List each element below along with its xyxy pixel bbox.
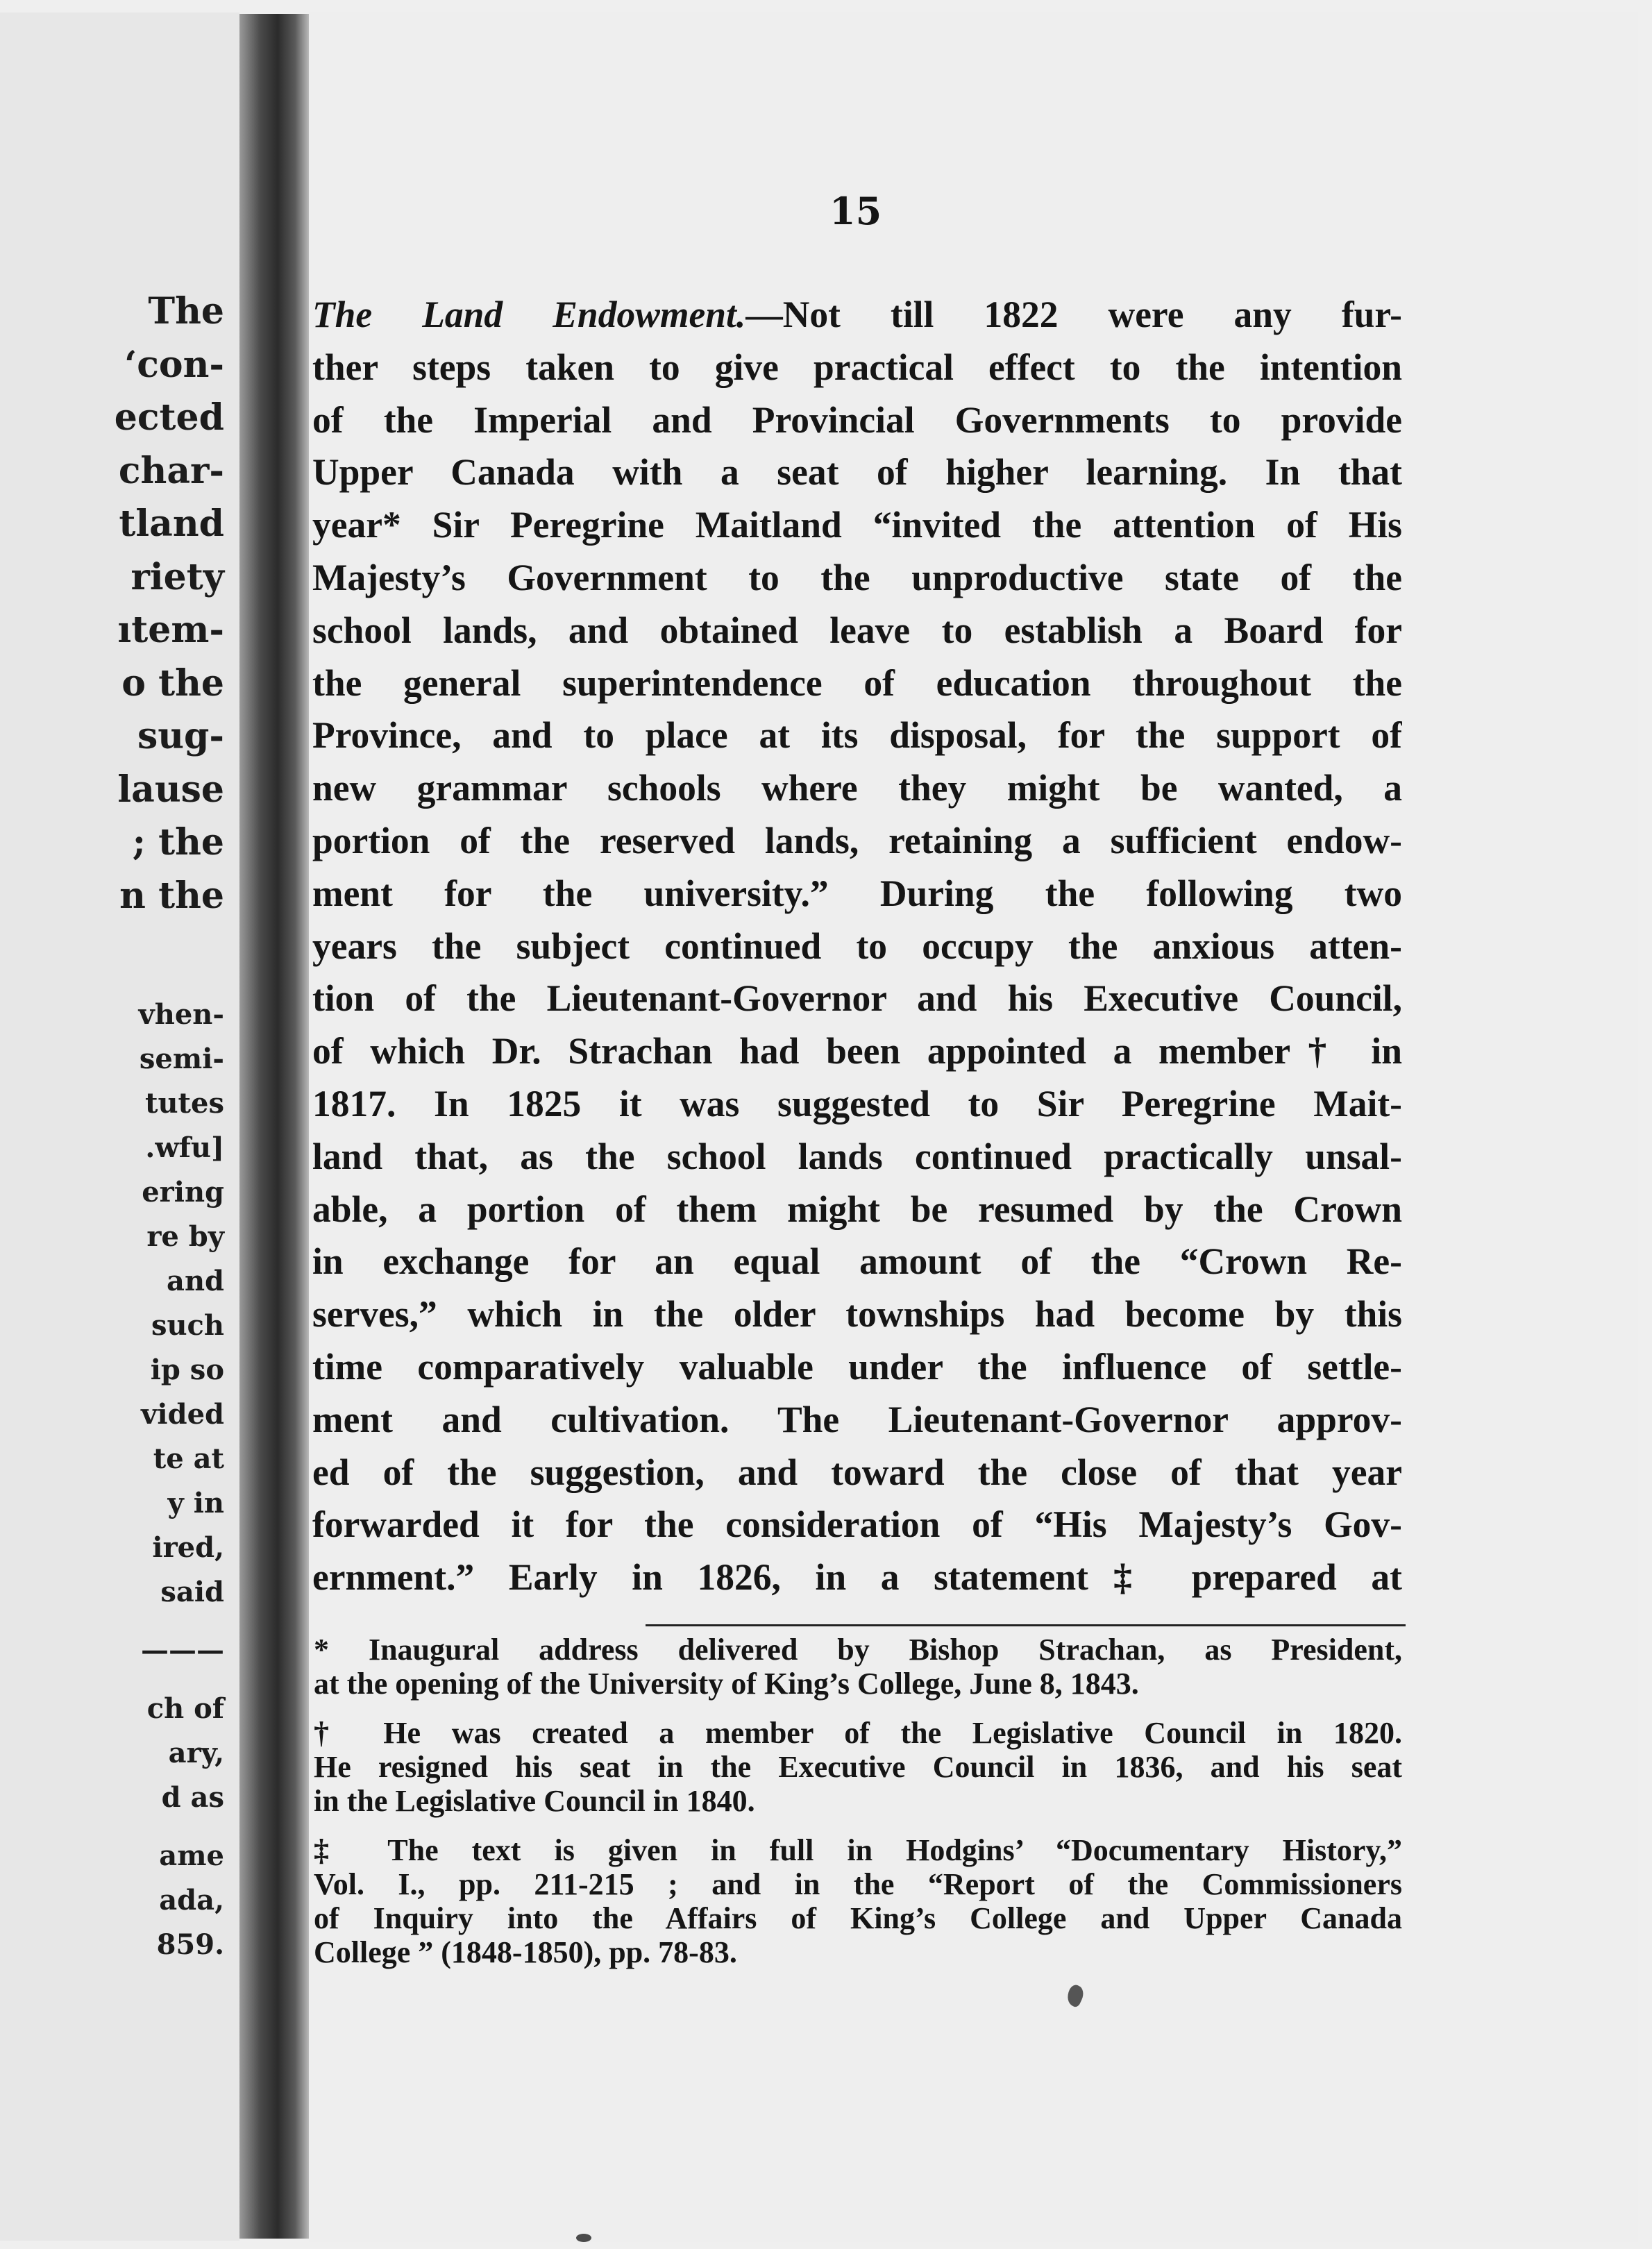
left-fragment: tutes xyxy=(144,1087,224,1120)
body-line: forwarded it for the consideration of “His Majesty’s Gov- xyxy=(312,1503,1402,1546)
left-fragment: ip so xyxy=(150,1354,224,1386)
left-fragment: y in xyxy=(167,1487,224,1519)
left-fragment: said xyxy=(160,1576,224,1608)
body-line: new grammar schools where they might be wanted, a xyxy=(312,767,1402,809)
footnote-gap xyxy=(314,1701,1402,1716)
body-line: tion of the Lieutenant-Governor and his Executive Council, xyxy=(312,977,1402,1020)
left-fragment: vided xyxy=(141,1398,224,1431)
body-line: of which Dr. Strachan had been appointed a member† in xyxy=(312,1030,1402,1072)
left-fragment: ame xyxy=(159,1839,224,1872)
left-fragment: ——— xyxy=(141,1634,224,1667)
page-number: 15 xyxy=(829,189,882,233)
left-fragment: lause xyxy=(117,768,224,811)
footnote-rule xyxy=(646,1624,1406,1626)
left-fragment: ary, xyxy=(168,1737,224,1769)
footnote-line: † He was created a member of the Legislative Council in 1820. xyxy=(314,1716,1402,1750)
body-line: year* Sir Peregrine Maitland “invited the attention of His xyxy=(312,504,1402,546)
footnote xyxy=(314,1633,1402,1701)
footnote xyxy=(314,1833,1402,1969)
footnote-line: ‡ The text is given in full in Hodgins’ “Documentary History,” xyxy=(314,1833,1402,1867)
left-fragment: char- xyxy=(118,449,224,492)
left-fragment: .wfu] xyxy=(145,1131,224,1164)
body-line: school lands, and obtained leave to establish a Board for xyxy=(312,609,1402,651)
left-fragment: sug- xyxy=(137,715,224,757)
body-line: Province, and to place at its disposal, for the support of xyxy=(312,714,1402,757)
left-fragment: ıtem- xyxy=(117,609,224,651)
body-line: able, a portion of them might be resumed by the Crown xyxy=(312,1188,1402,1230)
left-fragment: ; the xyxy=(132,821,224,864)
left-fragment: te at xyxy=(153,1442,224,1475)
body-line: the general superintendence of education throughout the xyxy=(312,662,1402,704)
left-fragment: vhen- xyxy=(138,998,224,1031)
footnote-line: He resigned his seat in the Executive Council in 1836, and his seat xyxy=(314,1750,1402,1784)
body-line: ed of the suggestion, and toward the close of that year xyxy=(312,1451,1402,1493)
body-line: years the subject continued to occupy the anxious atten- xyxy=(312,925,1402,967)
body-line: time comparatively valuable under the influence of settle- xyxy=(312,1345,1402,1388)
body-line: ther steps taken to give practical effect to the intention xyxy=(312,346,1402,388)
body-line: Upper Canada with a seat of higher learning. In that xyxy=(312,451,1402,494)
bottom-edge-mark xyxy=(576,2234,591,2242)
body-line-first-rest: —Not till 1822 were any fur- xyxy=(745,294,1402,335)
body-line: ment for the university.” During the following two xyxy=(312,872,1402,914)
body-line: of the Imperial and Provincial Governments to provide xyxy=(312,398,1402,441)
footnote-line: of Inquiry into the Affairs of King’s College and Upper Canada xyxy=(314,1901,1402,1935)
body-line: ment and cultivation. The Lieutenant-Governor approv- xyxy=(312,1398,1402,1440)
left-fragment: re by xyxy=(146,1220,224,1253)
footnote-line: in the Legislative Council in 1840. xyxy=(314,1784,755,1818)
body-line: in exchange for an equal amount of the “Crown Re- xyxy=(312,1240,1402,1283)
left-fragment: n the xyxy=(119,874,224,917)
left-fragment: d as xyxy=(161,1781,224,1814)
left-fragment: ering xyxy=(142,1176,224,1208)
footnote-line: Vol. I., pp. 211-215 ; and in the “Report of the Commissioners xyxy=(314,1867,1402,1901)
footnote-line: College ” (1848-1850), pp. 78-83. xyxy=(314,1935,737,1969)
left-fragment: ected xyxy=(114,396,224,439)
section-heading: The Land Endowment. xyxy=(312,294,746,335)
left-fragment: 859. xyxy=(156,1928,224,1961)
body-line: serves,” which in the older townships had become by this xyxy=(312,1293,1402,1336)
left-fragment: and xyxy=(167,1265,224,1297)
left-fragment: ired, xyxy=(152,1531,224,1564)
left-fragment: ‘con- xyxy=(124,343,224,386)
left-fragment: ch of xyxy=(146,1692,224,1725)
left-fragment: semi- xyxy=(139,1043,224,1075)
body-line-first xyxy=(312,289,1402,342)
footnote-gap xyxy=(314,1818,1402,1833)
body-line: portion of the reserved lands, retaining a sufficient endow- xyxy=(312,819,1402,861)
footnotes xyxy=(314,1633,1402,1969)
footnote-line: * Inaugural address delivered by Bishop Strachan, as President, xyxy=(314,1633,1402,1667)
left-facing-page xyxy=(0,12,239,2241)
left-fragment: such xyxy=(151,1309,224,1342)
left-fragment: ada, xyxy=(159,1884,224,1917)
binding-gutter xyxy=(239,14,309,2239)
body-paragraph xyxy=(312,289,1402,1604)
left-fragment: riety xyxy=(130,555,224,598)
left-fragment: The xyxy=(148,290,224,332)
body-line: land that, as the school lands continued practically unsal- xyxy=(312,1135,1402,1177)
left-fragment: tland xyxy=(119,503,224,545)
left-fragment: o the xyxy=(121,662,224,705)
footnote xyxy=(314,1716,1402,1818)
body-line: Majesty’s Government to the unproductive state of the xyxy=(312,556,1402,598)
body-line: 1817. In 1825 it was suggested to Sir Peregrine Mait- xyxy=(312,1082,1402,1124)
footnote-line: at the opening of the University of King’s College, June 8, 1843. xyxy=(314,1667,1139,1701)
body-line: ernment.” Early in 1826, in a statement‡ prepared at xyxy=(312,1556,1402,1599)
